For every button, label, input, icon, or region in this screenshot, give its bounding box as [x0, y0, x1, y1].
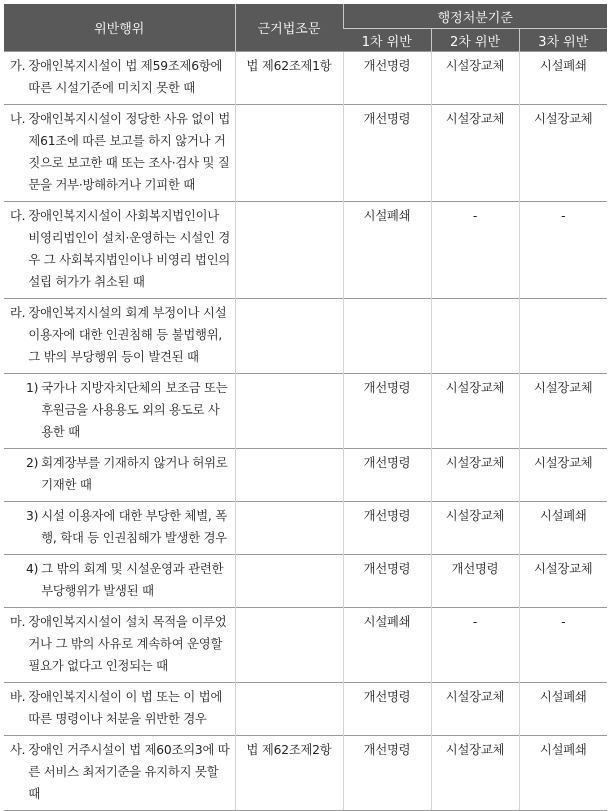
item-marker: 4): [26, 562, 39, 576]
table-row: [4, 736, 607, 811]
item-marker: 다.: [10, 209, 26, 223]
header-third: 3차 위반: [519, 29, 607, 52]
penalty-first: 개선명령: [343, 502, 431, 555]
penalty-third: 시설폐쇄: [519, 683, 607, 736]
penalty-second: -: [431, 202, 519, 299]
item-marker: 1): [26, 381, 39, 395]
penalty-first: 시설폐쇄: [343, 608, 431, 683]
header-row: [4, 4, 607, 29]
penalty-second: 시설장교체: [431, 736, 519, 811]
item-marker: 나.: [10, 112, 26, 126]
table-row: [4, 374, 607, 449]
law-cell: [235, 502, 343, 555]
penalty-third: 시설폐쇄: [519, 502, 607, 555]
law-cell: 법 제62조제2항: [235, 736, 343, 811]
table-row: [4, 502, 607, 555]
law-cell: [235, 202, 343, 299]
penalty-third: 시설장교체: [519, 449, 607, 502]
header-penalty-group: 행정처분기준: [343, 4, 607, 29]
item-marker: 사.: [10, 743, 26, 757]
header-second: 2차 위반: [431, 29, 519, 52]
violation-cell: [4, 52, 235, 105]
table-row: [4, 202, 607, 299]
law-cell: [235, 555, 343, 608]
header-first: 1차 위반: [343, 29, 431, 52]
penalty-third: -: [519, 202, 607, 299]
table-row: [4, 299, 607, 374]
item-marker: 3): [26, 509, 39, 523]
violation-text: 장애인복지시설이 사회복지법인이나 비영리법인이 설치·운영하는 시설인 경우 그 사회복지법인이나 비영리 법인의 설립 허가가 취소된 때: [28, 209, 231, 289]
penalty-first: 개선명령: [343, 52, 431, 105]
law-cell: [235, 449, 343, 502]
penalty-third: 시설폐쇄: [519, 52, 607, 105]
violation-text: 장애인복지시설이 정당한 사유 없이 법 제61조에 따른 보고를 하지 않거나 거짓으로 보고한 때 또는 조사·검사 및 질문을 거부·방해하거나 기피한 때: [28, 112, 231, 192]
penalty-second: 시설장교체: [431, 52, 519, 105]
item-marker: 가.: [10, 59, 26, 73]
penalty-first: 개선명령: [343, 449, 431, 502]
item-marker: 라.: [10, 306, 26, 320]
violation-text: 장애인복지시설이 이 법 또는 이 법에 따른 명령이나 처분을 위반한 경우: [28, 690, 223, 726]
law-cell: [235, 374, 343, 449]
penalty-first: 개선명령: [343, 683, 431, 736]
header-law: 근거법조문: [235, 4, 343, 52]
penalty-second: 시설장교체: [431, 105, 519, 202]
violation-cell: [4, 502, 235, 555]
table-row: [4, 52, 607, 105]
violation-text: 장애인 거주시설이 법 제60조의3에 따른 서비스 최저기준을 유지하지 못할 때: [28, 743, 230, 801]
table-row: [4, 683, 607, 736]
table-row: [4, 608, 607, 683]
violation-cell: [4, 555, 235, 608]
penalty-first: [343, 299, 431, 374]
penalty-third: 시설폐쇄: [519, 736, 607, 811]
violation-text: 시설 이용자에 대한 부당한 체벌, 폭행, 학대 등 인권침해가 발생한 경우: [41, 509, 227, 545]
penalty-second: -: [431, 608, 519, 683]
violation-cell: [4, 608, 235, 683]
violation-cell: [4, 449, 235, 502]
penalty-second: 시설장교체: [431, 502, 519, 555]
item-marker: 바.: [10, 690, 26, 704]
table-row: [4, 555, 607, 608]
header-violation: 위반행위: [4, 4, 235, 52]
table-row: [4, 449, 607, 502]
law-cell: [235, 299, 343, 374]
violation-cell: [4, 202, 235, 299]
penalty-third: 시설장교체: [519, 374, 607, 449]
table-row: [4, 105, 607, 202]
penalty-table: [4, 4, 607, 811]
violation-cell: [4, 736, 235, 811]
penalty-second: [431, 299, 519, 374]
penalty-third: 시설장교체: [519, 555, 607, 608]
item-marker: 2): [26, 456, 39, 470]
penalty-third: 시설장교체: [519, 105, 607, 202]
penalty-second: 시설장교체: [431, 683, 519, 736]
penalty-first: 개선명령: [343, 736, 431, 811]
penalty-first: 개선명령: [343, 555, 431, 608]
violation-text: 장애인복지시설의 회계 부정이나 시설 이용자에 대한 인권침해 등 불법행위, 그 밖의 부당행위 등이 발견된 때: [28, 306, 227, 364]
penalty-second: 시설장교체: [431, 449, 519, 502]
violation-text: 회계장부를 기재하지 않거나 허위로 기재한 때: [41, 456, 228, 492]
violation-text: 국가나 지방자치단체의 보조금 또는 후원금을 사용용도 외의 용도로 사용한 때: [41, 381, 228, 439]
law-cell: [235, 608, 343, 683]
violation-text: 장애인복지시설이 법 제59조제6항에 따른 시설기준에 미치지 못한 때: [28, 59, 223, 95]
violation-cell: [4, 105, 235, 202]
penalty-first: 개선명령: [343, 105, 431, 202]
violation-text: 그 밖의 회계 및 시설운영과 관련한 부당행위가 발생된 때: [41, 562, 224, 598]
penalty-second: 시설장교체: [431, 374, 519, 449]
law-cell: 법 제62조제1항: [235, 52, 343, 105]
penalty-second: 개선명령: [431, 555, 519, 608]
item-marker: 마.: [10, 615, 26, 629]
law-cell: [235, 683, 343, 736]
violation-cell: [4, 683, 235, 736]
penalty-first: 시설폐쇄: [343, 202, 431, 299]
law-cell: [235, 105, 343, 202]
violation-cell: [4, 299, 235, 374]
penalty-third: [519, 299, 607, 374]
violation-text: 장애인복지시설이 설치 목적을 이루었거나 그 밖의 사유로 계속하여 운영할 필요가 없다고 인정되는 때: [28, 615, 227, 673]
violation-cell: [4, 374, 235, 449]
penalty-first: 개선명령: [343, 374, 431, 449]
penalty-third: -: [519, 608, 607, 683]
